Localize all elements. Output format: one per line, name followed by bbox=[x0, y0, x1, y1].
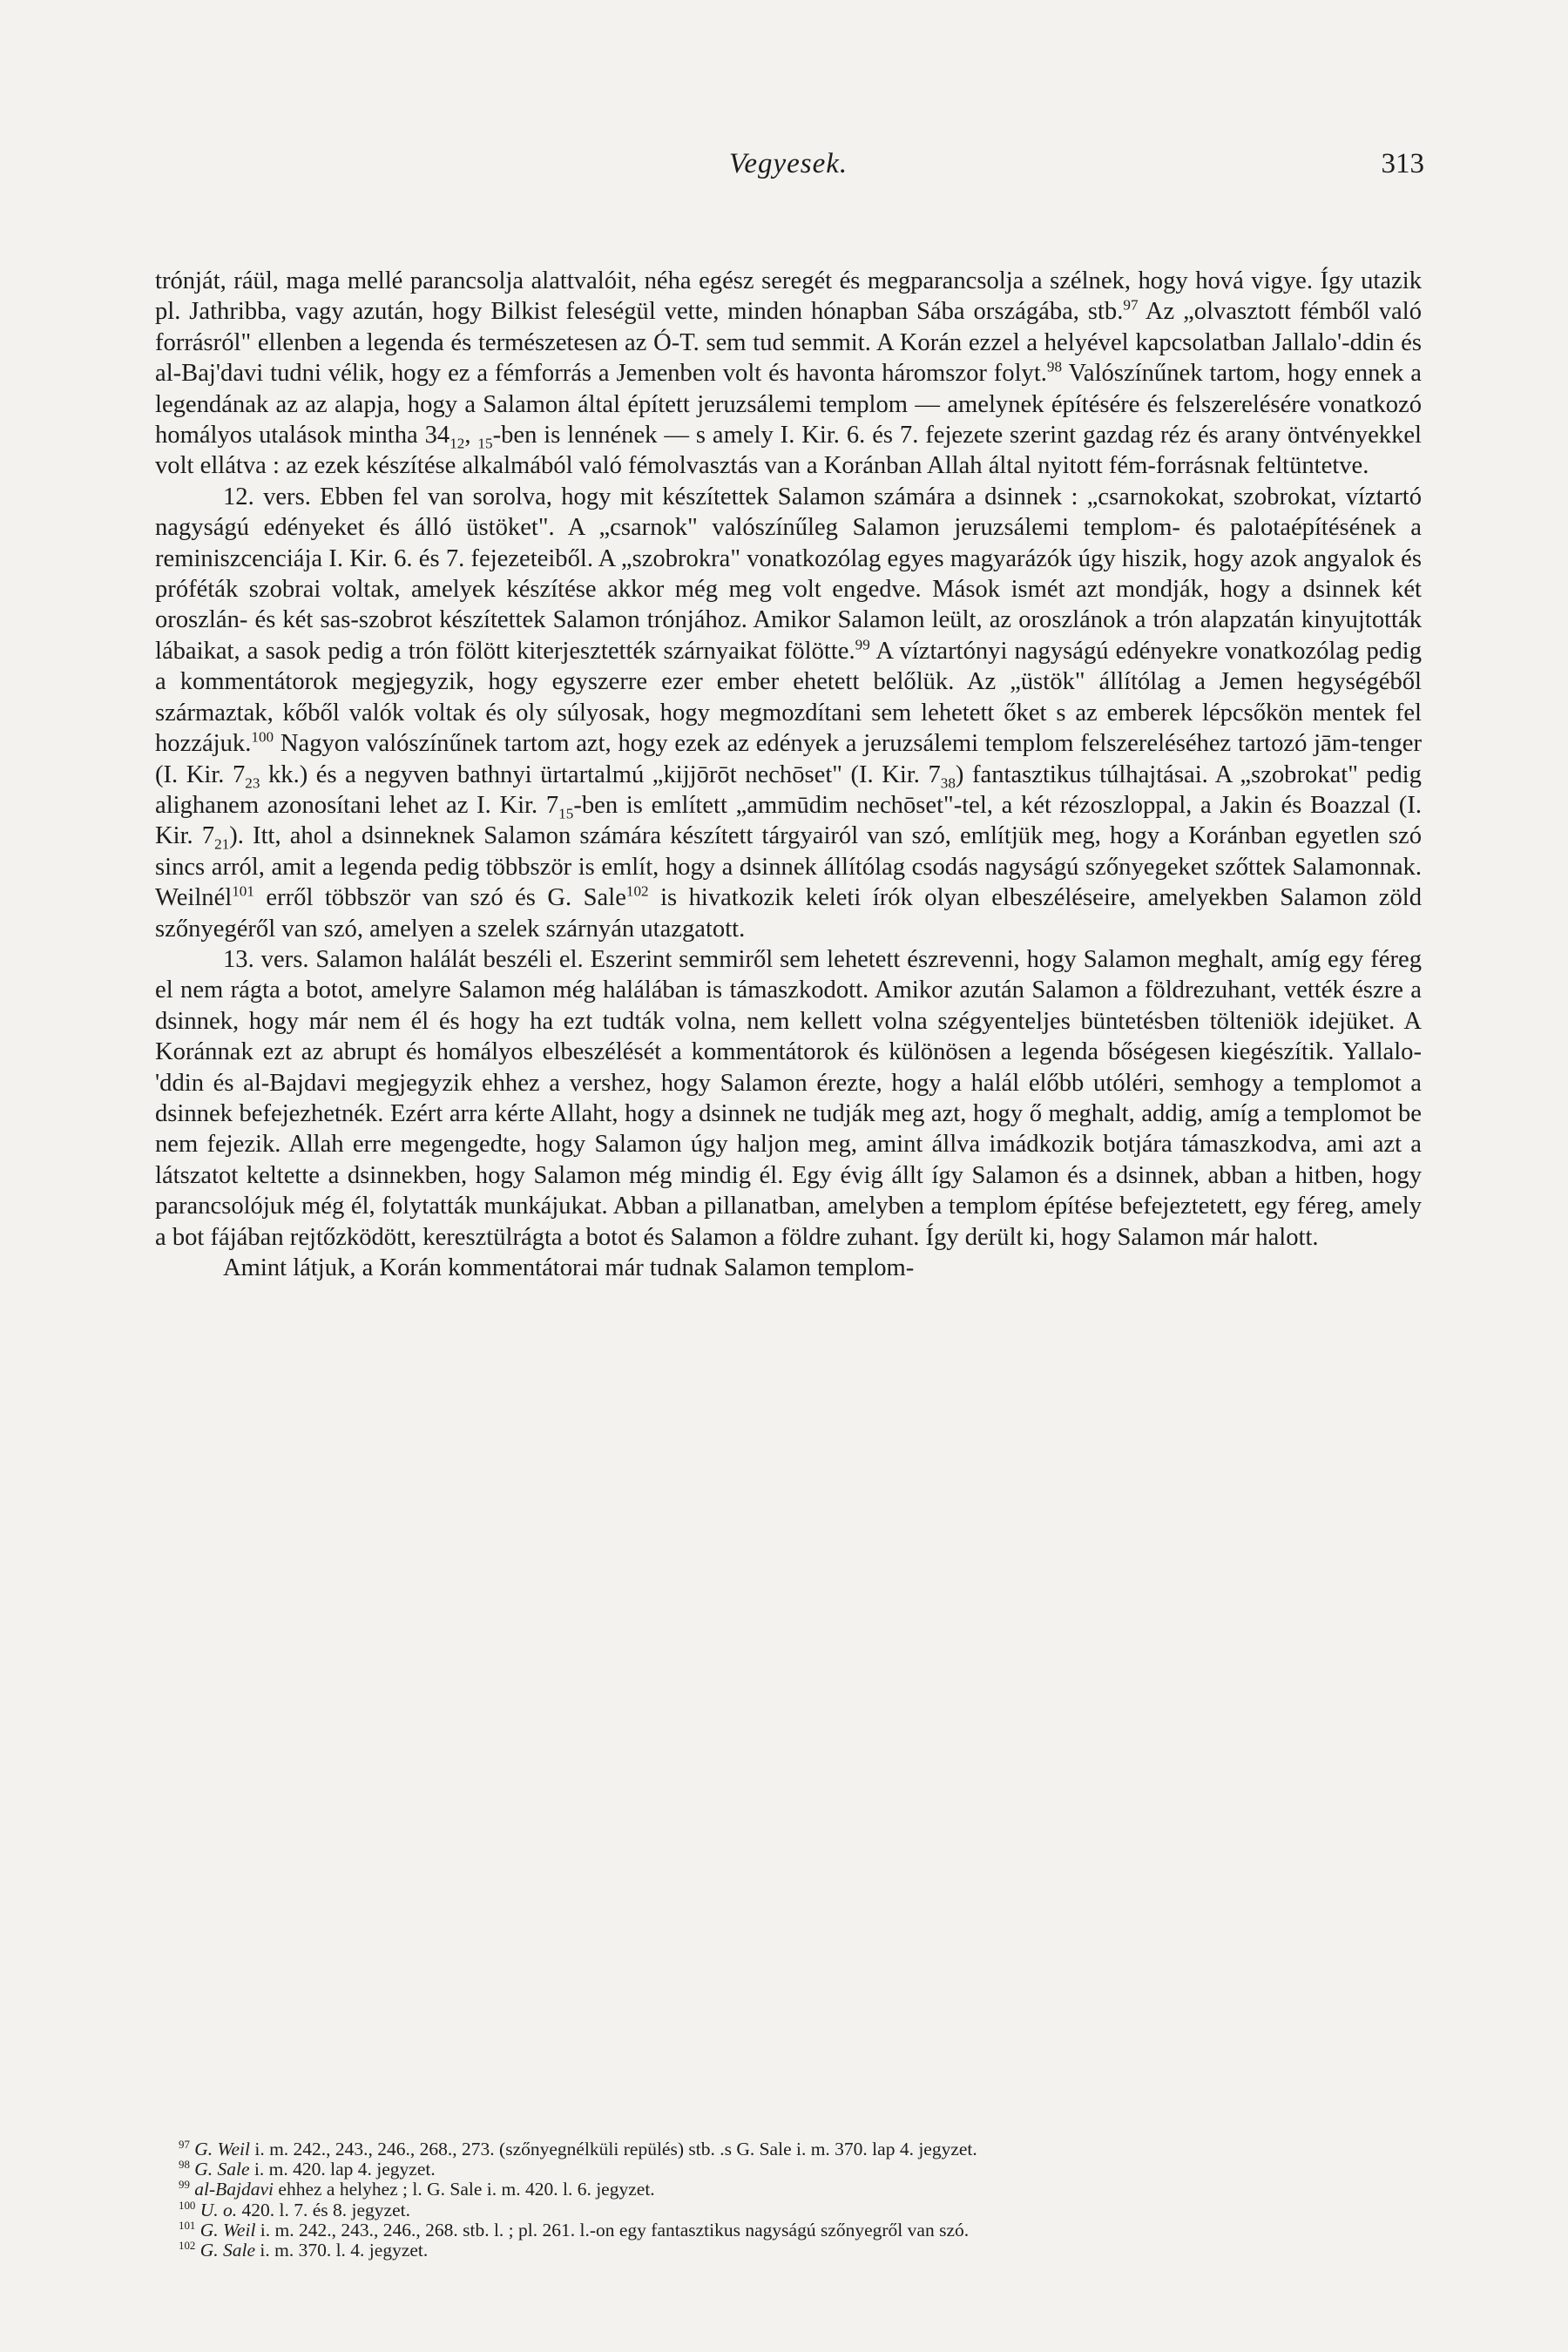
text-run: ). Itt, ahol a dsinneknek Salamon számára készített tárgyairól van szó, említjük meg, hogy a Koránban egyetlen szó sincs arról, amit a legenda pedig többször is említ, hogy a dsinnek állítólag csodás nagyságú szőnyegeket szőttek Salamonnak. Weilnél bbox=[155, 822, 1423, 912]
footnote-number: 102 bbox=[179, 2239, 196, 2252]
footnote-number: 101 bbox=[179, 2219, 196, 2232]
footnote-number: 100 bbox=[179, 2199, 196, 2212]
footnote-author: G. Weil bbox=[195, 2219, 256, 2240]
text-run: -ben is említett „ammūdim nechōset"-tel, a két rézoszloppal, a Jakin és Boazzal (I. Kir. 7 bbox=[155, 791, 1422, 850]
text-run: trónját, ráül, maga mellé parancsolja alattvalóit, néha egész seregét és megparancsolja a szélnek, hogy hová vigye. Így utazik pl. Jathribba, vagy azután, hogy Bilkist feleségül vette, minden hónapban Sába országába, stb. bbox=[155, 267, 1422, 326]
footnote bbox=[144, 2200, 1424, 2220]
paragraph-p1 bbox=[155, 266, 1422, 482]
paragraph-p4 bbox=[155, 1253, 1422, 1283]
footnote-ref: 102 bbox=[625, 882, 649, 900]
running-header bbox=[152, 148, 1424, 192]
footnote-text: i. m. 420. lap 4. jegyzet. bbox=[249, 2159, 436, 2180]
text-run: 12. vers. Ebben fel van sorolva, hogy mit készítettek Salamon számára a dsinnek : „csarnokokat, szobrokat, víztartó nagyságú edényeket és álló üstöket". A „csarnok" valószínűleg Salamon jeruzsálemi templom- és palotaépítésének a reminiszcenciája I. Kir. 6. és 7. fejezeteiből. A „szobrokra" vonatkozólag egyes magyarázók úgy hiszik, hogy azok angyalok és próféták szobrai voltak, amelyek készítése akkor még meg volt engedve. Mások ismét azt mondják, hogy a dsinnek két oroszlán- és két sas-szobrot készítettek Salamon trónjához. Amikor Salamon leült, az oroszlánok a trón alapzatán kinyujtották lábaikat, a sasok pedig a trón fölött kiterjesztették szárnyaikat fölötte. bbox=[155, 483, 1422, 665]
footnote-ref: 97 bbox=[1123, 296, 1139, 314]
footnotes bbox=[144, 2139, 1424, 2261]
footnote-text: ehhez a helyhez ; l. G. Sale i. m. 420. l. 6. jegyzet. bbox=[274, 2179, 655, 2200]
footnote-ref: 99 bbox=[855, 636, 870, 653]
verse-subscript: 15 bbox=[558, 805, 574, 822]
footnote bbox=[144, 2240, 1424, 2261]
footnote-author: G. Weil bbox=[189, 2139, 250, 2159]
paragraph-p2 bbox=[155, 482, 1422, 944]
text-run: Az „olvasztott fémből való forrásról" ellenben a legenda és természetesen az Ó-T. sem tud semmit. A Korán ezzel a helyével kapcsolatban Jallalo'-ddin és al-Baj'davi tudni vélik, hogy ez a fémforrás a Jemenben volt és havonta háromszor folyt. bbox=[155, 298, 1422, 388]
verse-subscript: 23 bbox=[245, 774, 260, 792]
footnote-text: i. m. 242., 243., 246., 268. stb. l. ; pl. 261. l.-on egy fantasztikus nagyságú szőnyegről van szó. bbox=[255, 2219, 970, 2240]
text-run: is hivatkozik keleti írók olyan elbeszéléseire, amelyekben Salamon zöld szőnyegéről van szó, amelyen a szelek szárnyán utazgatott. bbox=[155, 884, 1422, 943]
footnote-author: al-Bajdavi bbox=[189, 2179, 274, 2200]
footnote bbox=[144, 2180, 1424, 2200]
text-run: , bbox=[464, 422, 478, 449]
footnote bbox=[144, 2159, 1424, 2180]
verse-subscript: 15 bbox=[477, 435, 493, 452]
text-run: erről többször van szó és G. Sale bbox=[253, 884, 626, 912]
footnote-text: i. m. 370. l. 4. jegyzet. bbox=[255, 2240, 429, 2261]
footnote-number: 97 bbox=[179, 2138, 190, 2151]
paragraph-p3 bbox=[155, 944, 1422, 1253]
footnote bbox=[144, 2220, 1424, 2240]
verse-subscript: 38 bbox=[940, 774, 956, 792]
verse-subscript: 21 bbox=[214, 836, 230, 854]
footnote-ref: 98 bbox=[1046, 358, 1063, 375]
text-run: -ben is lennének — s amely I. Kir. 6. és 7. fejezete szerint gazdag réz és arany öntvényekkel volt ellátva : az ezek készítése alkalmából való fémolvasztás van a Koránban Allah által nyitott fém-forrásnak feltüntetve. bbox=[155, 422, 1422, 480]
footnote-number: 98 bbox=[179, 2159, 190, 2172]
body-text bbox=[155, 266, 1422, 1283]
text-run: A víztartónyi nagyságú edényekre vonatkozólag pedig a kommentátorok megjegyzik, hogy egyszerre ezer ember ehetett belőlük. Az „üstök" állítólag a Jemen hegységéből származtak, kőből valók voltak és oly súlyosak, hogy megmozdítani sem lehetett őket s az emberek lépcsőkön mentek fel hozzájuk. bbox=[155, 637, 1422, 758]
text-run: kk.) és a negyven bathnyi ürtartalmú „kijjōrōt nechōset" (I. Kir. 7 bbox=[260, 760, 941, 788]
text-run: Nagyon valószínűnek tartom azt, hogy ezek az edények a jeruzsálemi templom felszereléséhez tartozó jām-tenger (I. Kir. 7 bbox=[155, 730, 1422, 788]
text-run: 13. vers. Salamon halálát beszéli el. Eszerint semmiről sem lehetett észrevenni, hogy Salamon meghalt, amíg egy féreg el nem rágta a botot, amelyre Salamon még halálában is támaszkodott. Amikor azután Salamon a földrezuhant, vették észre a dsinnek, hogy már nem él és hogy ha ezt tudták volna, nem kellett volna szégyenteljes büntetésben tölteniök idejüket. A Koránnak ezt az abrupt és homályos elbeszélését a kommentátorok és különösen a legenda bőségesen kiegészítik. Yallalo-'ddin és al-Bajdavi megjegyzik ehhez a vershez, hogy Salamon érezte, hogy a halál előbb utóléri, semhogy a templomot a dsinnek befejezhetnék. Ezért arra kérte Allaht, hogy a dsinnek ne tudják meg azt, hogy ő meghalt, addig, amíg a templomot be nem fejezik. Allah erre megengedte, hogy Salamon úgy haljon meg, amint állva imádkozik botjára támaszkodva, ami azt a látszatot keltette a dsinnekben, hogy Salamon még mindig él. Egy évig állt így Salamon és a dsinnek, abban a hitben, hogy parancsolójuk még él, folytatták munkájukat. Abban a pillanatban, amelyben a templom építése befejeztetett, egy féreg, amely a bot fájában rejtőzködött, keresztülrágta a botot és Salamon a földre zuhant. Így derült ki, hogy Salamon már halott. bbox=[155, 945, 1422, 1251]
footnote bbox=[144, 2139, 1424, 2159]
footnote-text: 420. l. 7. és 8. jegyzet. bbox=[237, 2199, 410, 2220]
footnote-ref: 101 bbox=[232, 882, 254, 900]
verse-subscript: 12 bbox=[449, 435, 465, 452]
footnote-text: i. m. 242., 243., 246., 268., 273. (szőnyegnélküli repülés) stb. .s G. Sale i. m. 370. lap 4. jegyzet. bbox=[249, 2139, 977, 2159]
footnote-ref: 100 bbox=[251, 728, 274, 746]
footnote-author: G. Sale bbox=[189, 2159, 250, 2180]
footnote-author: G. Sale bbox=[195, 2240, 256, 2261]
page-number: 313 bbox=[1381, 148, 1424, 179]
text-run: Amint látjuk, a Korán kommentátorai már tudnak Salamon templom- bbox=[223, 1254, 915, 1281]
running-title: Vegyesek. bbox=[728, 148, 848, 179]
footnote-author: U. o. bbox=[195, 2199, 238, 2220]
text-run: ) fantasztikus túlhajtásai. A „szobrokat" pedig alighanem azonosítani lehet az I. Kir. 7 bbox=[155, 760, 1422, 819]
text-run: Valószínűnek tartom, hogy ennek a legendának az az alapja, hogy a Salamon által épített jeruzsálemi templom — amelynek építésére és felszerelésére vonatkozó homályos utalások mintha 34 bbox=[155, 360, 1422, 449]
footnote-number: 99 bbox=[179, 2179, 190, 2192]
